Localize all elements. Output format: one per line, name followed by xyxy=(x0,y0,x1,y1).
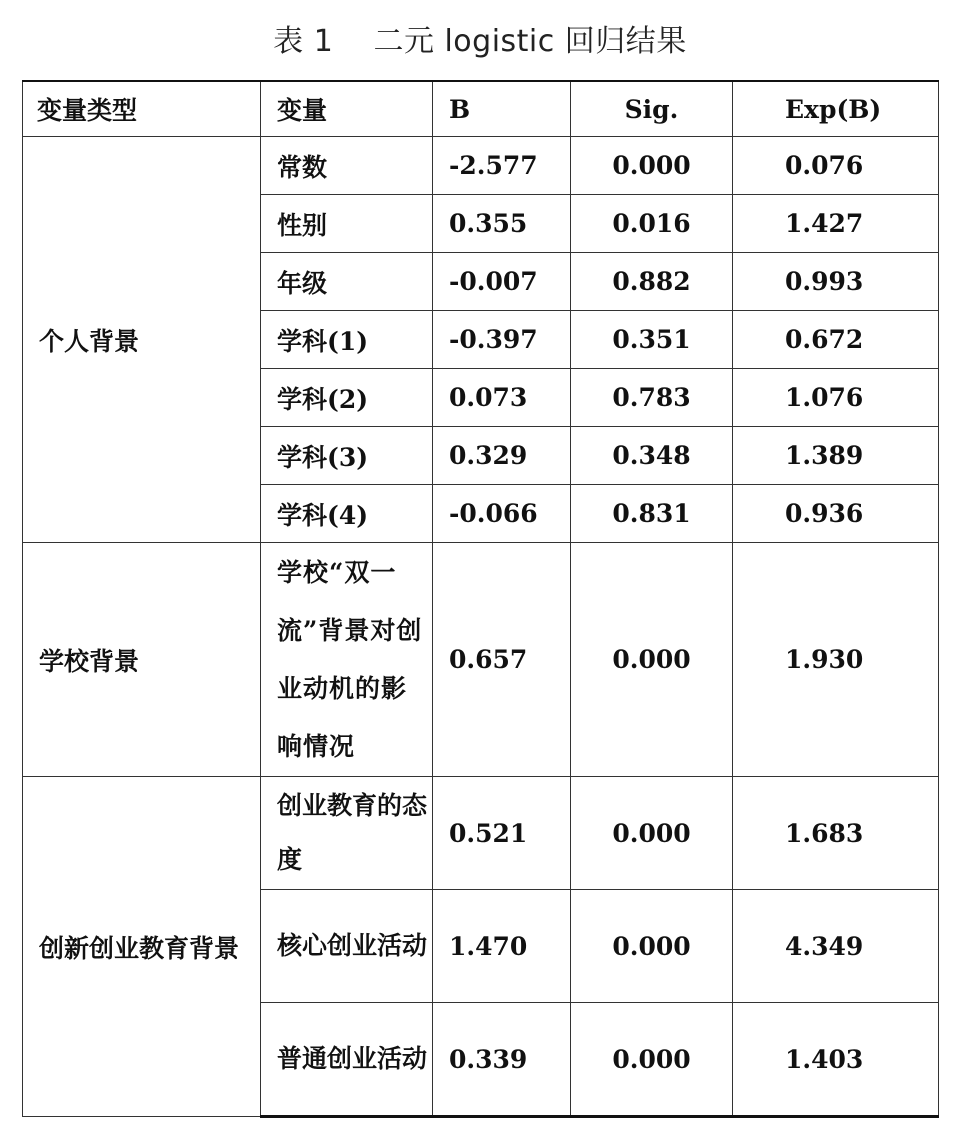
row-exp-b: 1.389 xyxy=(733,427,939,485)
group-label-personal: 个人背景 xyxy=(23,137,261,543)
row-b: 0.339 xyxy=(433,1003,571,1117)
group-label-innovation: 创新创业教育背景 xyxy=(23,777,261,1117)
row-b: -0.397 xyxy=(433,311,571,369)
row-b: 1.470 xyxy=(433,890,571,1003)
row-sig: 0.348 xyxy=(571,427,733,485)
table-row xyxy=(23,777,939,890)
row-variable: 学科(2) xyxy=(261,369,433,427)
row-sig: 0.000 xyxy=(571,137,733,195)
header-variable-type: 变量类型 xyxy=(23,81,261,137)
row-variable: 年级 xyxy=(261,253,433,311)
row-sig: 0.016 xyxy=(571,195,733,253)
row-exp-b: 1.403 xyxy=(733,1003,939,1117)
row-exp-b: 0.672 xyxy=(733,311,939,369)
header-sig: Sig. xyxy=(571,81,733,137)
table-row xyxy=(23,137,939,195)
row-sig: 0.783 xyxy=(571,369,733,427)
header-row xyxy=(23,81,939,137)
row-variable: 学科(3) xyxy=(261,427,433,485)
row-sig: 0.000 xyxy=(571,1003,733,1117)
row-sig: 0.831 xyxy=(571,485,733,543)
row-sig: 0.882 xyxy=(571,253,733,311)
row-b: -0.066 xyxy=(433,485,571,543)
row-b: 0.329 xyxy=(433,427,571,485)
row-b: 0.073 xyxy=(433,369,571,427)
row-exp-b: 1.076 xyxy=(733,369,939,427)
row-exp-b: 1.930 xyxy=(733,543,939,777)
row-variable: 学科(1) xyxy=(261,311,433,369)
row-variable: 创业教育的态度 xyxy=(261,777,433,890)
row-sig: 0.000 xyxy=(571,890,733,1003)
row-exp-b: 1.427 xyxy=(733,195,939,253)
row-exp-b: 0.076 xyxy=(733,137,939,195)
row-b: -0.007 xyxy=(433,253,571,311)
row-sig: 0.000 xyxy=(571,543,733,777)
row-exp-b: 0.993 xyxy=(733,253,939,311)
table-caption: 表 1 二元 logistic 回归结果 xyxy=(273,24,687,59)
row-b: 0.521 xyxy=(433,777,571,890)
row-variable: 核心创业活动 xyxy=(261,890,433,1003)
row-sig: 0.000 xyxy=(571,777,733,890)
row-exp-b: 4.349 xyxy=(733,890,939,1003)
row-sig: 0.351 xyxy=(571,311,733,369)
table-row xyxy=(23,543,939,777)
row-variable: 性别 xyxy=(261,195,433,253)
row-variable: 学校“双一流”背景对创业动机的影响情况 xyxy=(261,543,433,777)
row-b: 0.657 xyxy=(433,543,571,777)
row-exp-b: 1.683 xyxy=(733,777,939,890)
row-variable: 学科(4) xyxy=(261,485,433,543)
row-variable: 普通创业活动 xyxy=(261,1003,433,1117)
logistic-regression-table xyxy=(22,80,939,1118)
header-b: B xyxy=(433,81,571,137)
header-variable: 变量 xyxy=(261,81,433,137)
row-exp-b: 0.936 xyxy=(733,485,939,543)
group-label-school: 学校背景 xyxy=(23,543,261,777)
row-variable: 常数 xyxy=(261,137,433,195)
row-b: -2.577 xyxy=(433,137,571,195)
header-exp-b: Exp(B) xyxy=(733,81,939,137)
row-b: 0.355 xyxy=(433,195,571,253)
